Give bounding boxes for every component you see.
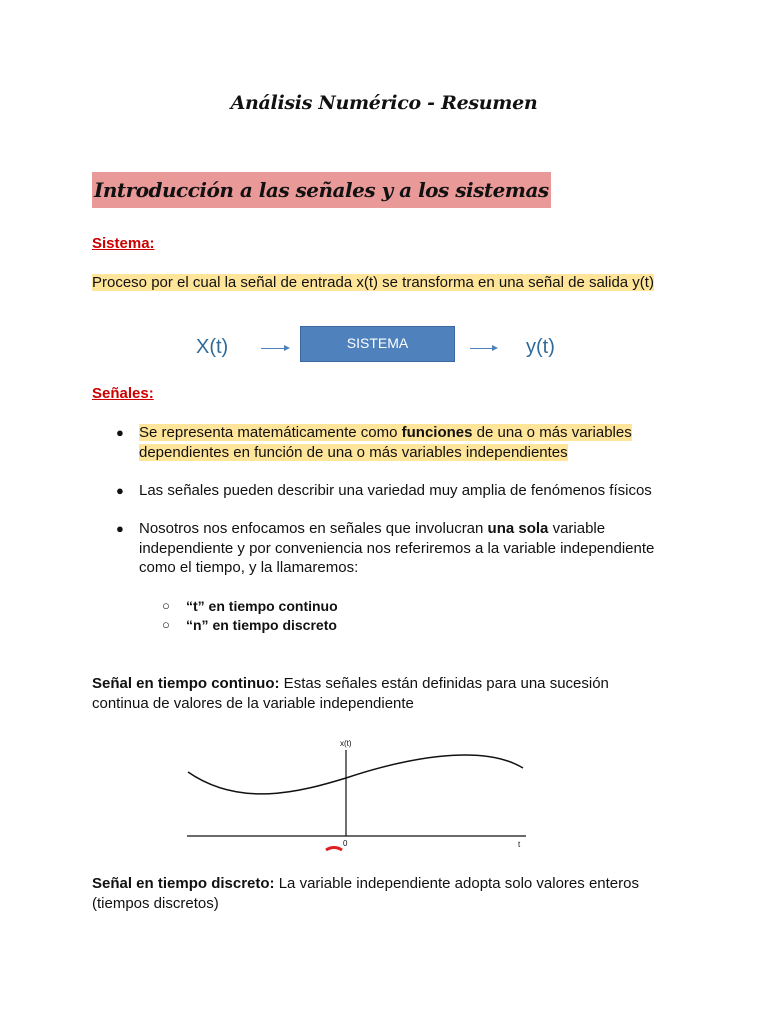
bullet-1-text-pre: Se representa matemáticamente como [139,424,402,441]
sistema-label: Sistema: [92,235,155,252]
sistema-definition-text: Proceso por el cual la señal de entrada x(t) se transforma en una señal de salida y(t) [92,274,654,291]
document-title: Análisis Numérico - Resumen [230,92,538,114]
x-axis-label: t [518,840,521,849]
discreto-text-line2: (tiempos discretos) [92,894,219,912]
bullet-3-text-line3: como el tiempo, y la llamaremos: [139,559,359,576]
bullet-3-text-pre: Nosotros nos enfocamos en señales que involucran [139,520,488,537]
continuous-signal-graph [180,730,530,855]
discreto-text: La variable independiente adopta solo valores enteros [274,875,639,892]
signal-curve [188,755,523,794]
bullet-1-text-post: de una o más variables [472,424,632,441]
continuo-text: Estas señales están definidas para una sucesión [279,675,609,692]
output-arrow-line [470,348,493,349]
bullet-3-text-post: variable [548,520,606,537]
output-arrow-head-icon [492,345,498,351]
discreto-paragraph [92,874,692,913]
section-heading: Introducción a las señales y a los sistemas [92,172,551,208]
system-box-label: SISTEMA [346,335,409,351]
sub-bullet-circle-icon: ○ [162,598,170,613]
red-mark [326,848,342,851]
bullet-dot-icon: ● [116,483,124,498]
diagram-input-label: X(t) [196,336,229,358]
bullet-item-2: Las señales pueden describir una variedad muy amplia de fenómenos físicos [139,482,652,499]
bullet-3-text-line2: independiente y por conveniencia nos referiremos a la variable independiente [139,539,655,557]
bullet-1-text-line2: dependientes en función de una o más variables independientes [139,443,568,461]
sub-bullet-circle-icon: ○ [162,617,170,632]
continuo-paragraph [92,674,692,713]
bullet-dot-icon: ● [116,425,124,440]
senales-label: Señales: [92,385,154,402]
sistema-definition [92,273,654,293]
bullet-dot-icon: ● [116,521,124,536]
continuo-text-line2: continua de valores de la variable independiente [92,694,414,712]
system-box [300,326,455,362]
bullet-item-3 [139,519,729,578]
discreto-label: Señal en tiempo discreto: [92,875,275,892]
diagram-output-label: y(t) [526,336,555,358]
bullet-1-text-bold: funciones [401,424,473,441]
sub-bullet-discreto: “n” en tiempo discreto [186,617,337,633]
input-arrow-head-icon [284,345,290,351]
bullet-3-text-bold: una sola [487,520,549,537]
y-axis-label: x(t) [340,739,352,748]
input-arrow-line [261,348,285,349]
bullet-item-1 [139,423,699,462]
continuo-label: Señal en tiempo continuo: [92,675,280,692]
origin-label: 0 [343,839,348,848]
sub-bullet-continuo: “t” en tiempo continuo [186,598,338,614]
